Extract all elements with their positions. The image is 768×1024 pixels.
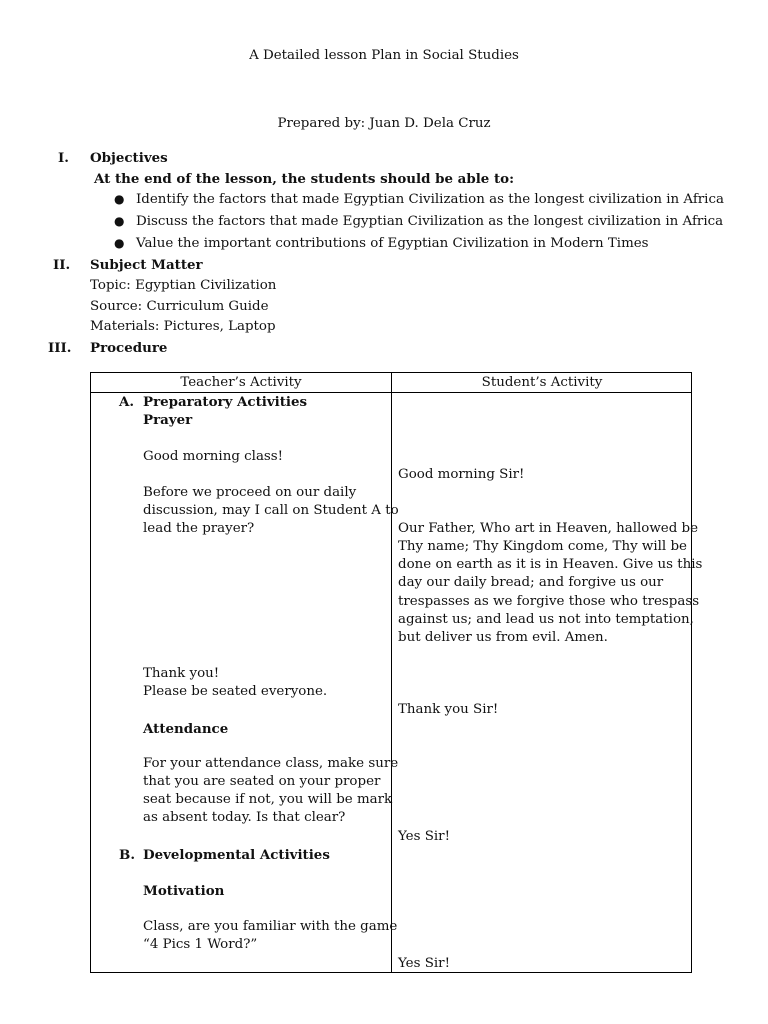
objectives-numeral: I. <box>58 150 69 166</box>
topic-line: Topic: Egyptian Civilization <box>90 278 277 293</box>
objective-text: Value the important contributions of Egyptian Civilization in Modern Times <box>136 236 649 251</box>
teacher-motivation-2: “4 Pics 1 Word?” <box>143 937 258 952</box>
prayer-heading: Prayer <box>143 412 193 428</box>
objective-text: Identify the factors that made Egyptian Civilization as the longest civilization in Africa <box>136 192 724 207</box>
teacher-attendance-2: that you are seated on your proper <box>143 774 381 789</box>
student-yes-reply: Yes Sir! <box>398 956 450 971</box>
teacher-greeting: Good morning class! <box>143 449 284 464</box>
table-column-divider <box>391 373 392 972</box>
attendance-heading: Attendance <box>143 721 229 737</box>
header-teacher: Teacher’s Activity <box>180 375 302 390</box>
student-prayer-5: trespasses as we forgive those who trespass <box>398 594 700 609</box>
procedure-numeral: III. <box>48 340 72 356</box>
teacher-motivation-1: Class, are you familiar with the game <box>143 919 398 934</box>
materials-line: Materials: Pictures, Laptop <box>90 319 276 334</box>
subject-matter-numeral: II. <box>53 257 71 273</box>
student-thanks-reply: Thank you Sir! <box>398 702 499 717</box>
objectives-heading: Objectives <box>90 150 168 166</box>
teacher-call-prayer-2: discussion, may I call on Student A to <box>143 503 399 518</box>
section-b-label: B. <box>119 847 135 863</box>
bullet-icon: ● <box>114 192 125 206</box>
student-prayer-2: Thy name; Thy Kingdom come, Thy will be <box>398 539 687 554</box>
teacher-call-prayer-3: lead the prayer? <box>143 521 255 536</box>
subject-matter-heading: Subject Matter <box>90 257 203 273</box>
teacher-attendance-4: as absent today. Is that clear? <box>143 810 346 825</box>
student-prayer-7: but deliver us from evil. Amen. <box>398 630 608 645</box>
source-line: Source: Curriculum Guide <box>90 299 269 314</box>
teacher-attendance-3: seat because if not, you will be mark <box>143 792 393 807</box>
objective-text: Discuss the factors that made Egyptian Civilization as the longest civilization in Africa <box>136 214 724 229</box>
prepared-by: Prepared by: Juan D. Dela Cruz <box>277 116 491 131</box>
teacher-thanks-1: Thank you! <box>143 666 220 681</box>
student-prayer-6: against us; and lead us not into temptation, <box>398 612 694 627</box>
student-yes-reply: Yes Sir! <box>398 829 450 844</box>
bullet-icon: ● <box>114 214 125 228</box>
student-prayer-1: Our Father, Who art in Heaven, hallowed be <box>398 521 699 536</box>
section-a-heading: Preparatory Activities <box>143 394 308 410</box>
document-title: A Detailed lesson Plan in Social Studies <box>249 48 519 63</box>
student-prayer-4: day our daily bread; and forgive us our <box>398 575 664 590</box>
objectives-intro: At the end of the lesson, the students should be able to: <box>94 171 515 187</box>
section-a-label: A. <box>119 394 135 410</box>
teacher-thanks-2: Please be seated everyone. <box>143 684 328 699</box>
section-b-heading: Developmental Activities <box>143 847 330 863</box>
bullet-icon: ● <box>114 236 125 250</box>
motivation-heading: Motivation <box>143 883 225 899</box>
header-student: Student’s Activity <box>481 375 603 390</box>
student-greeting-reply: Good morning Sir! <box>398 467 525 482</box>
teacher-attendance-1: For your attendance class, make sure <box>143 756 399 771</box>
procedure-table <box>90 372 703 973</box>
student-prayer-3: done on earth as it is in Heaven. Give us this <box>398 557 703 572</box>
teacher-call-prayer-1: Before we proceed on our daily <box>143 485 357 500</box>
procedure-heading: Procedure <box>90 340 168 356</box>
